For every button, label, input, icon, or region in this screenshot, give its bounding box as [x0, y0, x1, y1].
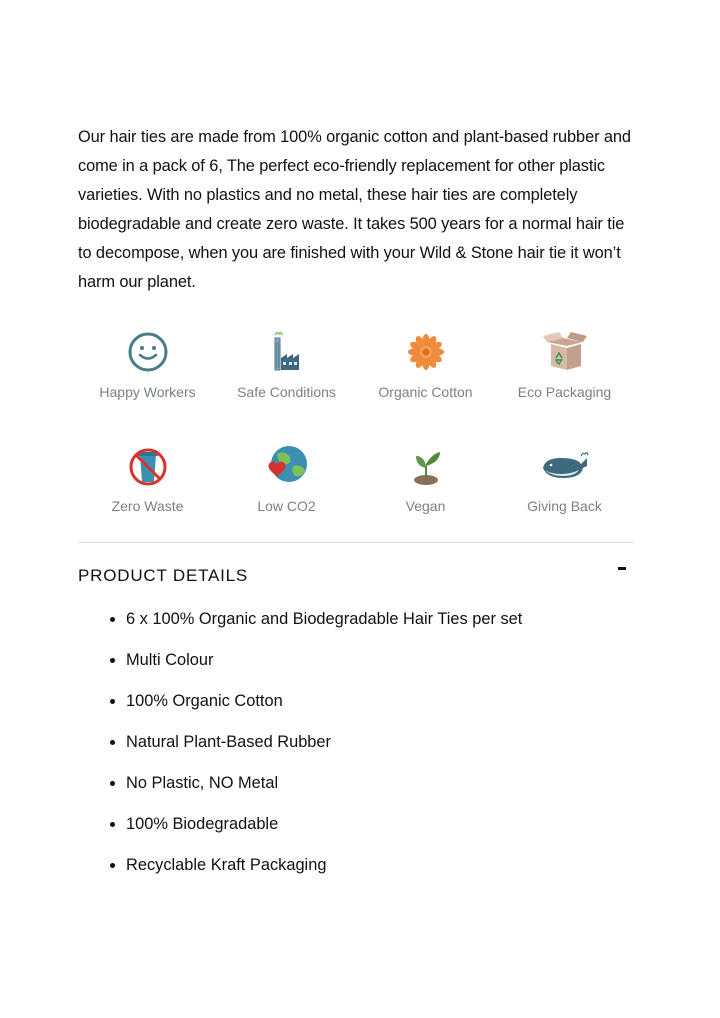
feature-vegan	[356, 442, 495, 542]
recycle-box-icon	[541, 328, 589, 376]
list-item: 100% Biodegradable	[108, 814, 634, 855]
list-item: 6 x 100% Organic and Biodegradable Hair Ties per set	[108, 609, 634, 650]
collapse-toggle-icon[interactable]	[618, 567, 626, 570]
factory-icon	[263, 328, 311, 376]
feature-zero-waste	[78, 442, 217, 542]
product-details-header[interactable]	[78, 543, 634, 609]
list-item: Natural Plant-Based Rubber	[108, 732, 634, 773]
smiley-face-icon	[124, 328, 172, 376]
whale-icon	[541, 442, 589, 490]
product-details-title: PRODUCT DETAILS	[78, 566, 249, 585]
feature-low-co2	[217, 442, 356, 542]
feature-happy-workers	[78, 328, 217, 442]
product-details-list	[78, 609, 634, 896]
list-item: No Plastic, NO Metal	[108, 773, 634, 814]
feature-label: Vegan	[405, 498, 446, 514]
feature-label: Eco Packaging	[517, 384, 612, 400]
feature-eco-packaging	[495, 328, 634, 442]
feature-label: Safe Conditions	[237, 384, 336, 400]
feature-label: Happy Workers	[99, 384, 196, 400]
feature-label: Giving Back	[527, 498, 602, 514]
product-description: Our hair ties are made from 100% organic cotton and plant-based rubber and come in a pack of 6, The perfect eco-friendly replacement for other plastic varieties. With no plastics and no metal, these hair ties are completely biodegradable and create zero waste. It takes 500 years for a normal hair tie to decompose, when you are finished with your Wild & Stone hair tie it won’t harm our planet.	[78, 128, 631, 291]
feature-label: Organic Cotton	[378, 384, 473, 400]
feature-safe-conditions	[217, 328, 356, 442]
feature-label: Zero Waste	[111, 498, 184, 514]
sprout-icon	[402, 442, 450, 490]
feature-giving-back	[495, 442, 634, 542]
feature-organic-cotton	[356, 328, 495, 442]
list-item: Multi Colour	[108, 650, 634, 691]
flower-icon	[402, 328, 450, 376]
feature-label: Low CO2	[257, 498, 316, 514]
features-grid	[78, 328, 634, 542]
list-item: 100% Organic Cotton	[108, 691, 634, 732]
product-description-section	[78, 123, 634, 896]
globe-heart-icon	[263, 442, 311, 490]
no-bin-icon	[124, 442, 172, 490]
list-item: Recyclable Kraft Packaging	[108, 855, 634, 896]
